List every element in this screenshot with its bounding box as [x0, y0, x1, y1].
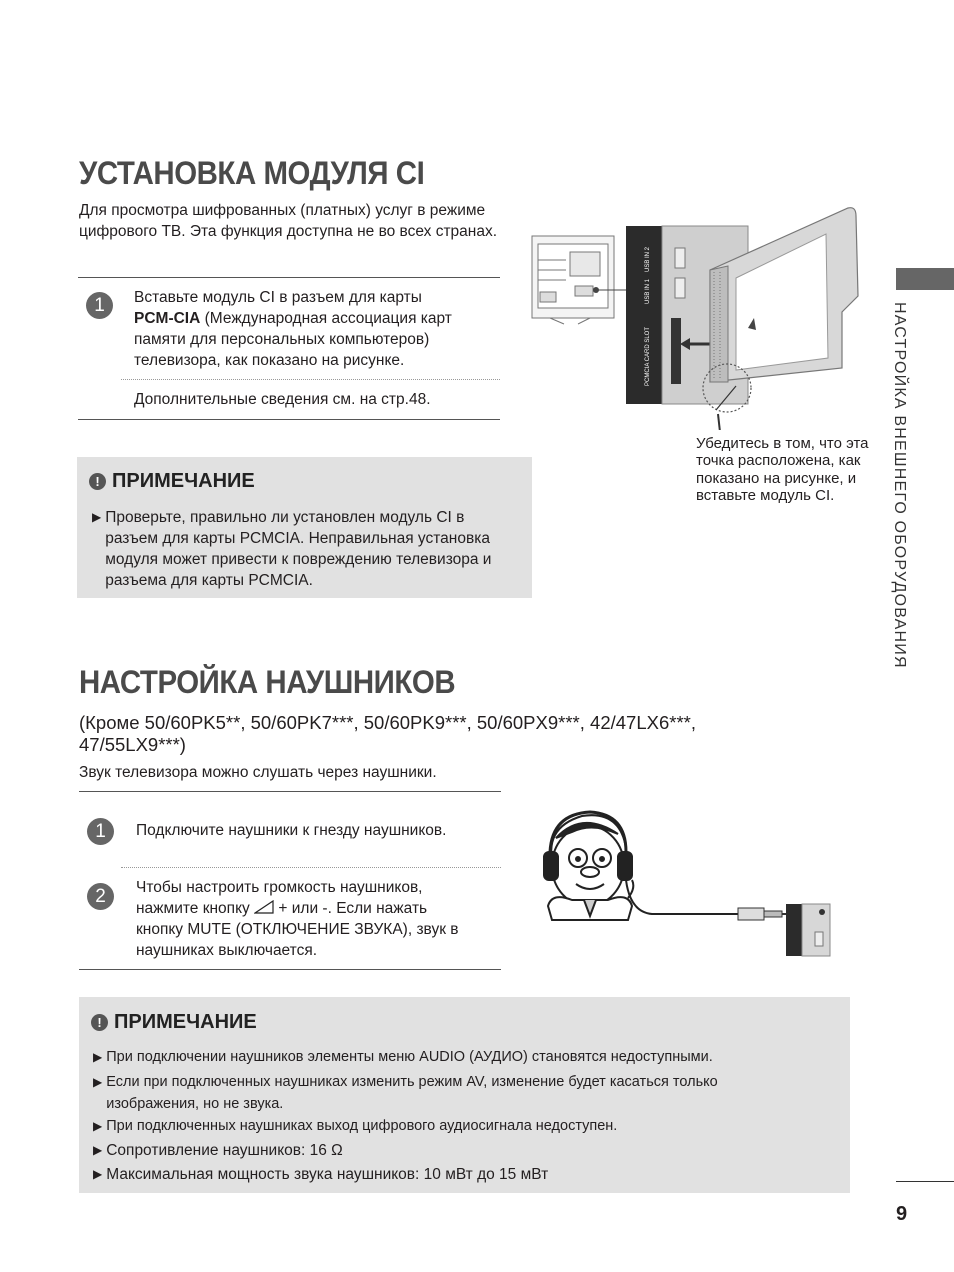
- ci-note-item: ▶ Проверьте, правильно ли установлен модуль CI в разъем для карты PCMCIA. Неправильная установка модуля может привести к повреждению телевизора и разъема для карты PCMCIA.: [92, 509, 492, 589]
- excluded-models: (Кроме 50/60PK5**, 50/60PK7***, 50/60PK9***, 50/60PX9***, 42/47LX6***, 47/55LX9***): [79, 712, 696, 755]
- ci-figure-caption: Убедитесь в том, что эта точка расположена, как показано на рисунке, и вставьте модуль CI.: [696, 435, 869, 505]
- warning-icon: !: [91, 1014, 108, 1031]
- headphone-step1-text: Подключите наушники к гнезду наушников.: [136, 822, 447, 839]
- bullet-triangle-icon: ▶: [93, 1167, 103, 1181]
- headphone-plug: [738, 908, 790, 920]
- pcmcia-label: PCMCIA CARD SLOT: [645, 326, 651, 386]
- step-number: 1: [87, 818, 114, 845]
- bullet-triangle-icon: ▶: [93, 1119, 103, 1133]
- headphone-cable: [626, 880, 742, 914]
- headphone-note-item: ▶ Максимальная мощность звука наушников: 10 мВт до 15 мВт: [93, 1166, 549, 1183]
- page-number: 9: [896, 1203, 908, 1225]
- headphone-note-title: ! ПРИМЕЧАНИЕ: [91, 1011, 257, 1034]
- headphone-intro: Звук телевизора можно слушать через наушники.: [79, 764, 437, 781]
- divider: [78, 419, 500, 420]
- sidebar-section-title: НАСТРОЙКА ВНЕШНЕГО ОБОРУДОВАНИЯ: [891, 302, 908, 669]
- ci-more-info: Дополнительные сведения см. на стр.48.: [134, 391, 431, 408]
- usb1-label: USB IN 1: [645, 278, 651, 304]
- usb-port-1: [675, 278, 685, 298]
- step-number: 1: [86, 292, 113, 319]
- ci-module-insertion-illustration: [530, 200, 870, 430]
- tv-side-panel: [626, 226, 662, 404]
- headphone-note-item: ▶ Если при подключенных наушниках изменить режим AV, изменение будет касаться только изображения, но не звука.: [93, 1071, 773, 1115]
- headphone-connection-illustration: [532, 808, 832, 958]
- section-tab-marker: [896, 268, 954, 290]
- divider: [78, 277, 500, 278]
- headphone-note-item: ▶ При подключении наушников элементы меню AUDIO (АУДИО) становятся недоступными.: [93, 1047, 813, 1068]
- bullet-triangle-icon: ▶: [93, 1075, 103, 1089]
- page-number-rule: [896, 1181, 954, 1182]
- divider: [79, 791, 501, 792]
- ci-note-title: ! ПРИМЕЧАНИЕ: [89, 470, 255, 493]
- headphone-note-item: ▶ При подключенных наушниках выход цифрового аудиосигнала недоступен.: [93, 1116, 813, 1137]
- divider: [79, 969, 501, 970]
- bullet-triangle-icon: ▶: [93, 1050, 103, 1064]
- usb2-label: USB IN 2: [645, 246, 651, 272]
- tv-back-thumbnail: [532, 236, 614, 324]
- volume-icon: [254, 900, 274, 914]
- dotted-divider: [121, 867, 501, 868]
- headphone-note-item: ▶ Сопротивление наушников: 16 Ω: [93, 1142, 343, 1159]
- usb-port-2: [675, 248, 685, 268]
- bullet-triangle-icon: ▶: [92, 510, 102, 524]
- pcmcia-slot: [671, 318, 681, 384]
- person-with-headphones: [544, 812, 633, 920]
- ci-section-title: УСТАНОВКА МОДУЛЯ CI: [79, 155, 425, 191]
- ci-step1-text: Вставьте модуль CI в разъем для карты PCM-CIA (Международная ассоциация карт памяти для персональных компьютеров) телевизора, как показано на рисунке.: [134, 289, 452, 369]
- headphone-section-title: НАСТРОЙКА НАУШНИКОВ: [79, 664, 456, 700]
- bullet-triangle-icon: ▶: [93, 1143, 103, 1157]
- headphone-step2-text: Чтобы настроить громкость наушников, нажмите кнопку + или -. Если нажать кнопку MUTE (ОТКЛЮЧЕНИЕ ЗВУКА), звук в наушниках выключается.: [136, 879, 459, 959]
- dotted-divider: [121, 379, 500, 380]
- step-number: 2: [87, 883, 114, 910]
- ci-intro-text: Для просмотра шифрованных (платных) услуг в режиме цифрового ТВ. Эта функция доступна не во всех странах.: [79, 202, 498, 240]
- warning-icon: !: [89, 473, 106, 490]
- tv-headphone-jack-panel: [786, 904, 830, 956]
